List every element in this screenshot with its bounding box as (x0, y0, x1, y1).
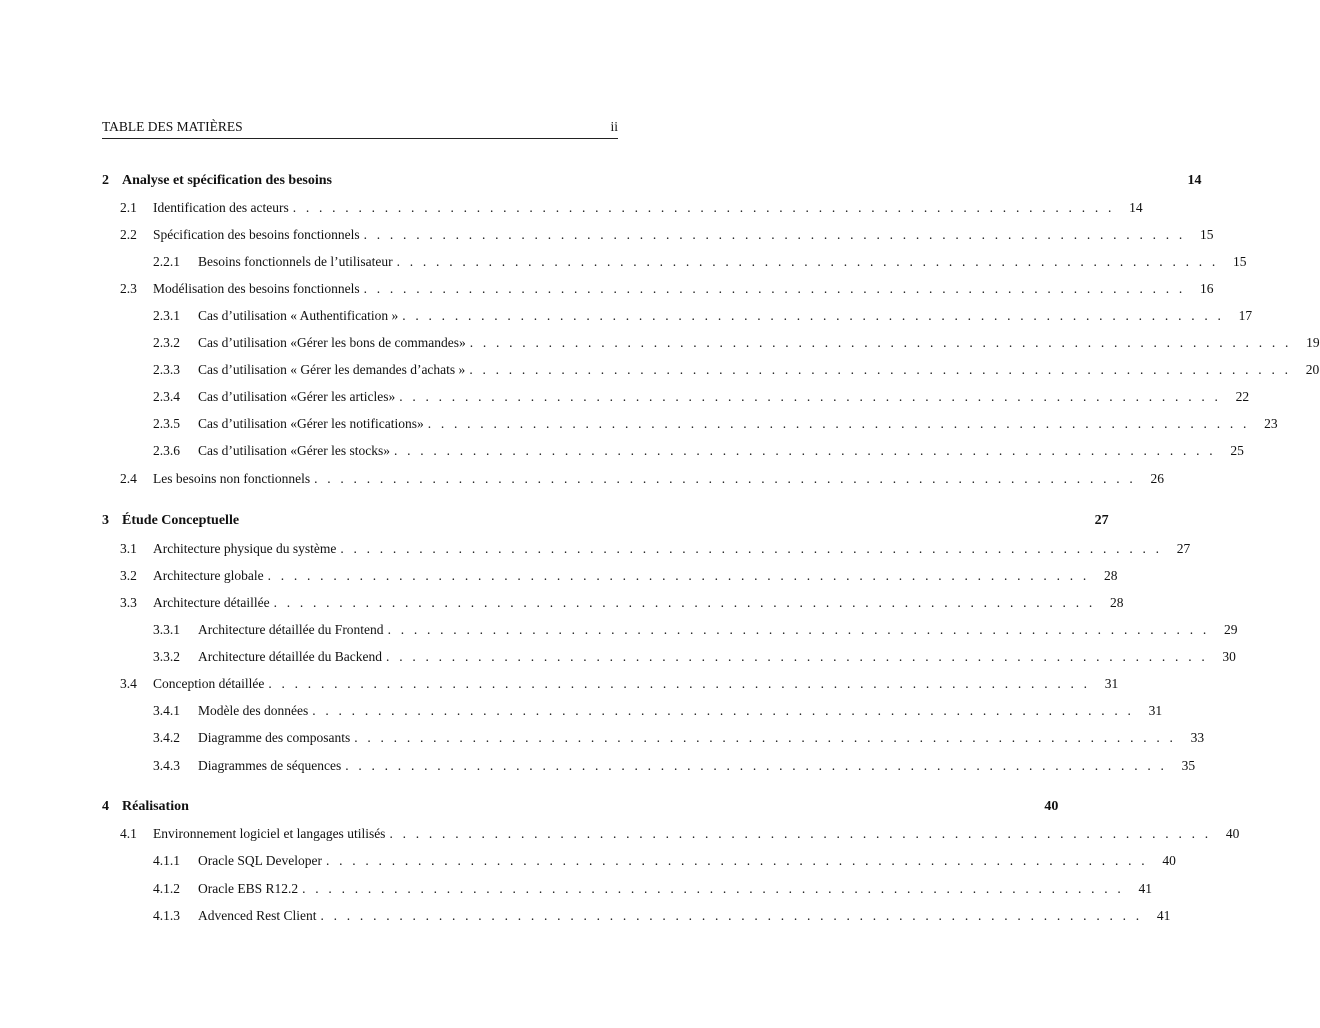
toc-leader: . . . . . . . . . . . . . . . . . . . . . . . . . . . . . . . . . . . . . . . . . . . . . . . . . . . . . . . . . . . . . . . (312, 703, 1135, 718)
toc-page-number: 35 (1181, 758, 1196, 773)
toc-page-number: 15 (1199, 227, 1214, 242)
toc-page-number: 40 (1044, 799, 1059, 814)
toc-subsection[interactable] (102, 387, 1250, 407)
toc-number: 3.1 (120, 541, 137, 556)
toc-section[interactable] (102, 674, 1119, 694)
toc-title: Réalisation (122, 799, 189, 814)
toc-number: 2.3.2 (153, 335, 180, 350)
toc-page-number: 29 (1223, 622, 1238, 637)
toc-subsection[interactable] (102, 414, 1278, 434)
toc-title: Cas d’utilisation « Gérer les demandes d’achats » (198, 362, 466, 377)
toc-title: Diagramme des composants (198, 730, 351, 745)
toc-page-number: 28 (1103, 568, 1118, 583)
toc-leader: . . . . . . . . . . . . . . . . . . . . . . . . . . . . . . . . . . . . . . . . . . . . . . . . . . . . . . . . . . . . . . . (389, 826, 1212, 841)
toc-number: 3 (102, 513, 109, 528)
toc-leader: . . . . . . . . . . . . . . . . . . . . . . . . . . . . . . . . . . . . . . . . . . . . . . . . . . . . . . . . . . . . . . . (469, 335, 1292, 350)
toc-page-number: 31 (1104, 676, 1119, 691)
toc-section[interactable] (102, 469, 1164, 489)
toc-title: Identification des acteurs (153, 200, 289, 215)
toc-number: 3.3.1 (153, 622, 180, 637)
toc-leader: . . . . . . . . . . . . . . . . . . . . . . . . . . . . . . . . . . . . . . . . . . . . . . . . . . . . . . . . . . . . . . . (302, 881, 1124, 896)
toc-number: 2.3.1 (153, 308, 180, 323)
toc-title: Conception détaillée (153, 676, 265, 691)
toc-page-number: 15 (1232, 254, 1247, 269)
toc-leader: . . . . . . . . . . . . . . . . . . . . . . . . . . . . . . . . . . . . . . . . . . . . . . . . . . . . . . . . . . . . . . . (325, 853, 1148, 868)
toc-number: 2.3.5 (153, 416, 180, 431)
toc-subsection[interactable] (102, 620, 1238, 640)
toc-title: Besoins fonctionnels de l’utilisateur (198, 254, 393, 269)
toc-leader: . . . . . . . . . . . . . . . . . . . . . . . . . . . . . . . . . . . . . . . . . . . . . . . . . . . . . . . . . . . . . . . (273, 595, 1096, 610)
toc-title: Oracle SQL Developer (198, 853, 322, 868)
toc-title: Environnement logiciel et langages utilisés (153, 826, 386, 841)
toc-chapter[interactable] (102, 511, 1109, 531)
toc-title: Cas d’utilisation «Gérer les stocks» (198, 443, 390, 458)
toc-number: 2.1 (120, 200, 137, 215)
toc-number: 2.3.4 (153, 389, 180, 404)
toc-title: Spécification des besoins fonctionnels (153, 227, 360, 242)
toc-number: 4.1 (120, 826, 137, 841)
toc-number: 3.3 (120, 595, 137, 610)
toc-subsection[interactable] (102, 306, 1253, 326)
toc-subsection[interactable] (102, 879, 1152, 899)
toc-leader: . . . . . . . . . . . . . . . . . . . . . . . . . . . . . . . . . . . . . . . . . . . . . . . . . . . . . . . . . . . . . . . (340, 541, 1163, 556)
toc-number: 2 (102, 173, 109, 188)
toc-leader: . . . . . . . . . . . . . . . . . . . . . . . . . . . . . . . . . . . . . . . . . . . . . . . . . . . . . . . . . . . . . . . (320, 908, 1143, 923)
toc-number: 3.2 (120, 568, 137, 583)
toc-page-number: 23 (1264, 416, 1278, 431)
toc-title: Diagrammes de séquences (198, 758, 342, 773)
toc-page-number: 30 (1222, 649, 1236, 664)
toc-page-number: 22 (1235, 389, 1250, 404)
toc-section[interactable] (102, 593, 1124, 613)
toc-section[interactable] (102, 566, 1118, 586)
toc-subsection[interactable] (102, 701, 1163, 721)
toc-number: 2.3.6 (153, 443, 180, 458)
toc-page-number: 41 (1156, 908, 1171, 923)
toc-leader: . . . . . . . . . . . . . . . . . . . . . . . . . . . . . . . . . . . . . . . . . . . . . . . . . . . . . . . . . . . . . . . (427, 416, 1250, 431)
toc-section[interactable] (102, 279, 1214, 299)
toc-title: Advenced Rest Client (198, 908, 317, 923)
toc-number: 4.1.2 (153, 881, 180, 896)
toc-subsection[interactable] (102, 756, 1196, 776)
toc-number: 2.2.1 (153, 254, 180, 269)
toc-page-number: 14 (1187, 173, 1202, 188)
toc-leader: . . . . . . . . . . . . . . . . . . . . . . . . . . . . . . . . . . . . . . . . . . . . . . . . . . . . . . . . . . . . . . . (469, 362, 1292, 377)
toc-section[interactable] (102, 198, 1143, 218)
toc-subsection[interactable] (102, 333, 1320, 353)
toc-page-number: 31 (1148, 703, 1163, 718)
toc-leader: . . . . . . . . . . . . . . . . . . . . . . . . . . . . . . . . . . . . . . . . . . . . . . . . . . . . . . . . . . . . . . . (363, 227, 1186, 242)
toc-subsection[interactable] (102, 728, 1205, 748)
toc-title: Oracle EBS R12.2 (198, 881, 299, 896)
toc-chapter[interactable] (102, 797, 1059, 817)
toc-title: Architecture globale (153, 568, 264, 583)
toc-leader: . . . . . . . . . . . . . . . . . . . . . . . . . . . . . . . . . . . . . . . . . . . . . . . . . . . . . . . . . . . . . . . (387, 622, 1210, 637)
toc-title: Cas d’utilisation «Gérer les notifications» (198, 416, 424, 431)
toc-page-number: 25 (1230, 443, 1244, 458)
toc-title: Cas d’utilisation « Authentification » (198, 308, 399, 323)
toc-title: Architecture détaillée du Frontend (198, 622, 384, 637)
toc-title: Analyse et spécification des besoins (122, 173, 332, 188)
toc-page-number: 33 (1190, 730, 1205, 745)
toc-title: Les besoins non fonctionnels (153, 471, 311, 486)
toc-title: Architecture physique du système (153, 541, 337, 556)
toc-leader: . . . . . . . . . . . . . . . . . . . . . . . . . . . . . . . . . . . . . . . . . . . . . . . . . . . . . . . . . . . . . . . (363, 281, 1186, 296)
toc-page-number: 27 (1094, 513, 1109, 528)
toc-number: 3.3.2 (153, 649, 180, 664)
toc-page-number: 40 (1162, 853, 1176, 868)
toc-title: Étude Conceptuelle (122, 513, 240, 528)
toc-leader: . . . . . . . . . . . . . . . . . . . . . . . . . . . . . . . . . . . . . . . . . . . . . . . . . . . . . . . . . . . . . . . (386, 649, 1208, 664)
toc-page-number: 27 (1176, 541, 1191, 556)
toc-page-number: 14 (1129, 200, 1143, 215)
toc-leader: . . . . . . . . . . . . . . . . . . . . . . . . . . . . . . . . . . . . . . . . . . . . . . . . . . . . . . . . . . . . . . . (396, 254, 1219, 269)
toc-number: 2.4 (120, 471, 137, 486)
toc-number: 2.3.3 (153, 362, 180, 377)
header-page-number: ii (610, 119, 618, 134)
toc-leader: . . . . . . . . . . . . . . . . . . . . . . . . . . . . . . . . . . . . . . . . . . . . . . . . . . . . . . . . . . . . . . . (267, 568, 1090, 583)
toc-number: 2.2 (120, 227, 137, 242)
toc-leader: . . . . . . . . . . . . . . . . . . . . . . . . . . . . . . . . . . . . . . . . . . . . . . . . . . . . . . . . . . . . . . . (402, 308, 1225, 323)
toc-subsection[interactable] (102, 252, 1247, 272)
toc-leader: . . . . . . . . . . . . . . . . . . . . . . . . . . . . . . . . . . . . . . . . . . . . . . . . . . . . . . . . . . . . . . . (345, 758, 1168, 773)
toc-leader: . . . . . . . . . . . . . . . . . . . . . . . . . . . . . . . . . . . . . . . . . . . . . . . . . . . . . . . . . . . . . . . (399, 389, 1222, 404)
toc-leader: . . . . . . . . . . . . . . . . . . . . . . . . . . . . . . . . . . . . . . . . . . . . . . . . . . . . . . . . . . . . . . . (292, 200, 1115, 215)
toc-page-number: 41 (1138, 881, 1152, 896)
toc-title: Cas d’utilisation «Gérer les bons de commandes» (198, 335, 466, 350)
toc-number: 4 (102, 799, 109, 814)
toc-section[interactable] (102, 539, 1191, 559)
toc-page-number: 20 (1305, 362, 1320, 377)
toc-number: 2.3 (120, 281, 137, 296)
toc-section[interactable] (102, 824, 1240, 844)
toc-section[interactable] (102, 225, 1214, 245)
toc-title: Architecture détaillée (153, 595, 270, 610)
toc-leader: . . . . . . . . . . . . . . . . . . . . . . . . . . . . . . . . . . . . . . . . . . . . . . . . . . . . . . . . . . . . . . . (393, 443, 1216, 458)
header-title: TABLE DES MATIÈRES (102, 119, 243, 134)
toc-subsection[interactable] (102, 647, 1236, 667)
toc-number: 3.4 (120, 676, 137, 691)
toc-number: 3.4.2 (153, 730, 180, 745)
toc-page-number: 26 (1150, 471, 1164, 486)
toc-chapter[interactable] (102, 171, 1202, 191)
toc-subsection[interactable] (102, 906, 1171, 926)
toc-page-number: 19 (1306, 335, 1320, 350)
toc-leader: . . . . . . . . . . . . . . . . . . . . . . . . . . . . . . . . . . . . . . . . . . . . . . . . . . . . . . . . . . . . . . . (354, 730, 1177, 745)
running-header (102, 118, 618, 139)
toc-page-number: 40 (1225, 826, 1240, 841)
toc-page-number: 17 (1238, 308, 1253, 323)
toc-title: Architecture détaillée du Backend (198, 649, 383, 664)
toc-subsection[interactable] (102, 360, 1320, 380)
toc-subsection[interactable] (102, 851, 1176, 871)
toc-subsection[interactable] (102, 441, 1244, 461)
toc-leader: . . . . . . . . . . . . . . . . . . . . . . . . . . . . . . . . . . . . . . . . . . . . . . . . . . . . . . . . . . . . . . . (268, 676, 1091, 691)
toc-leader: . . . . . . . . . . . . . . . . . . . . . . . . . . . . . . . . . . . . . . . . . . . . . . . . . . . . . . . . . . . . . . . (314, 471, 1136, 486)
toc-number: 4.1.3 (153, 908, 180, 923)
toc-number: 3.4.1 (153, 703, 180, 718)
toc-page-number: 28 (1109, 595, 1124, 610)
toc-number: 4.1.1 (153, 853, 180, 868)
toc-title: Cas d’utilisation «Gérer les articles» (198, 389, 396, 404)
toc-page-number: 16 (1199, 281, 1214, 296)
toc-title: Modélisation des besoins fonctionnels (153, 281, 360, 296)
toc-title: Modèle des données (198, 703, 309, 718)
toc-number: 3.4.3 (153, 758, 180, 773)
